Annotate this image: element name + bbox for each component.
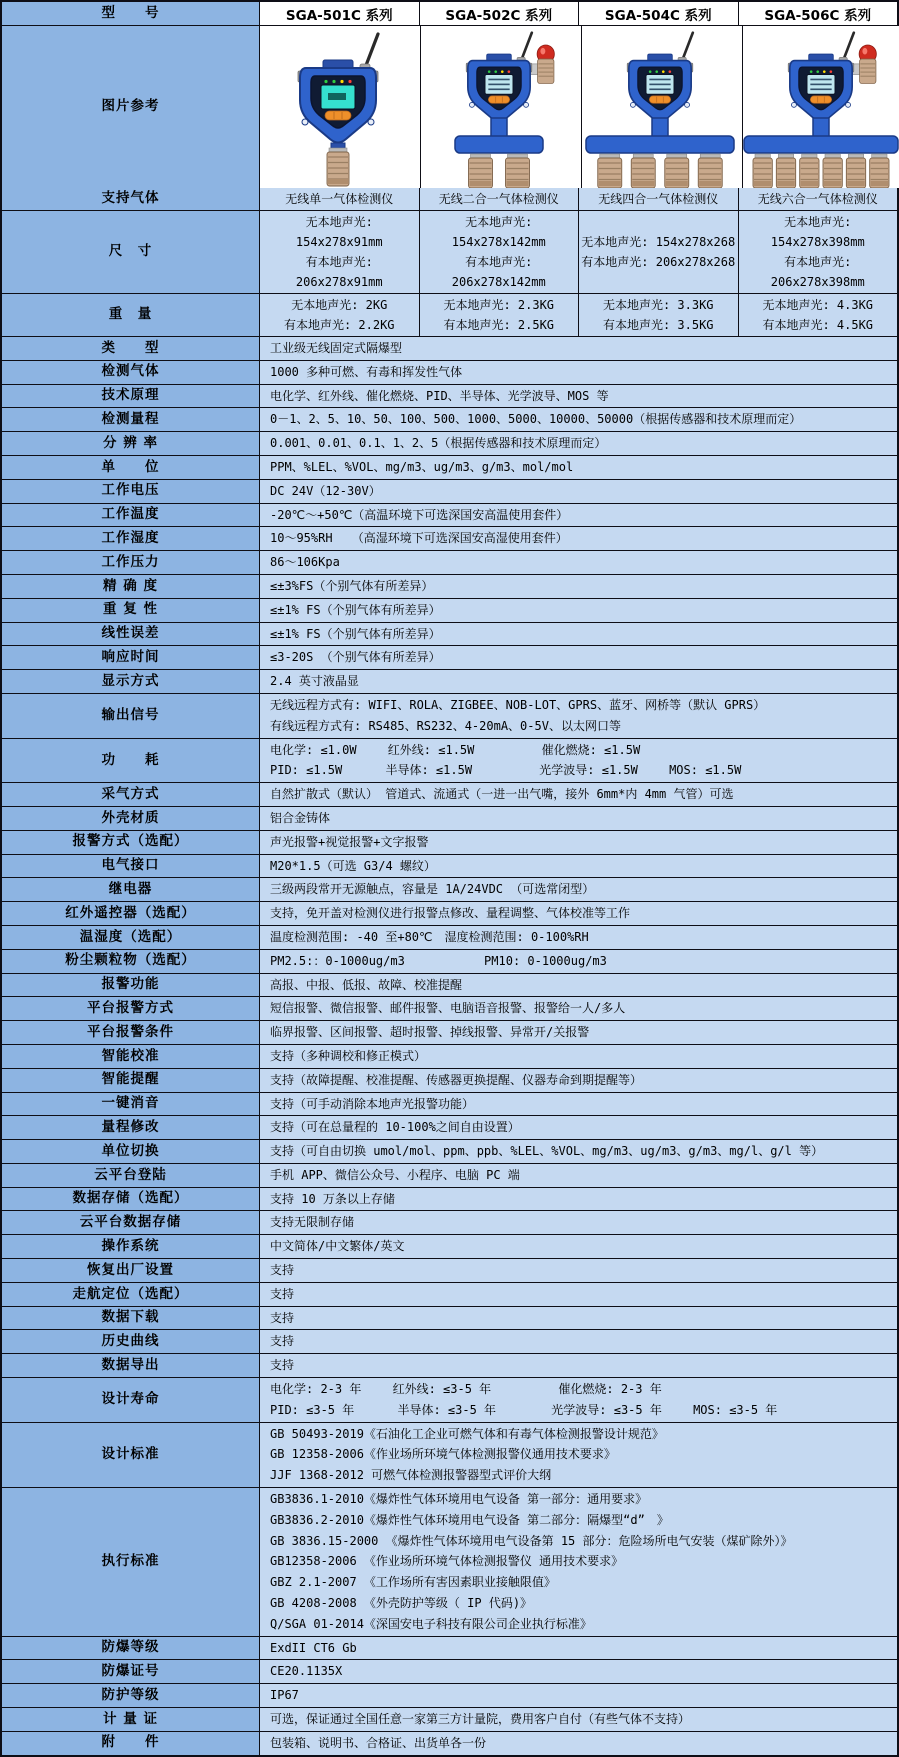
spec-cell xyxy=(739,211,898,293)
row-label: 设计寿命 xyxy=(2,1378,260,1422)
spec-row xyxy=(2,1329,897,1353)
spec-cell xyxy=(260,623,897,646)
spec-cell xyxy=(260,1423,897,1487)
spec-text: 有本地声光: 206x278x91mm xyxy=(295,255,383,289)
spec-text: GBZ 2.1-2007 《工作场所有害因素职业接触限值》 xyxy=(270,1575,556,1590)
row-label: 响应时间 xyxy=(2,646,260,669)
row-label: 报警方式（选配） xyxy=(2,831,260,854)
row-label: 平台报警方式 xyxy=(2,997,260,1020)
spec-text: ≤3-20S （个别气体有所差异） xyxy=(270,650,441,665)
spec-cell xyxy=(260,1021,897,1044)
spec-cell xyxy=(260,1164,897,1187)
spec-text: DC 24V（12-30V） xyxy=(270,483,381,498)
model-header-sga-506c: SGA-506C 系列 xyxy=(739,2,898,25)
spec-cell xyxy=(420,188,580,210)
row-label: 工作湿度 xyxy=(2,527,260,550)
model-row-label: 型 号 xyxy=(2,2,260,25)
spec-text: GB 12358-2006《作业场所环境气体检测报警仪通用技术要求》 xyxy=(270,1447,616,1462)
spec-row xyxy=(2,1258,897,1282)
spec-row xyxy=(2,1020,897,1044)
spec-text: GB3836.1-2010《爆炸性气体环境用电气设备 第一部分：通用要求》 xyxy=(270,1492,648,1507)
spec-cell xyxy=(579,211,739,293)
spec-text: 有本地声光: 206x278x398mm xyxy=(770,255,865,289)
spec-cell xyxy=(260,1116,897,1139)
spec-row xyxy=(2,431,897,455)
spec-row xyxy=(2,877,897,901)
row-label: 粉尘颗粒物（选配） xyxy=(2,950,260,973)
row-label: 重 复 性 xyxy=(2,599,260,622)
row-label: 单位切换 xyxy=(2,1140,260,1163)
spec-row xyxy=(2,360,897,384)
spec-text: ExdII CT6 Gb xyxy=(270,1640,357,1655)
spec-cell xyxy=(420,211,580,293)
spec-text: 无本地声光: 154x278x398mm xyxy=(770,215,865,249)
spec-row xyxy=(2,622,897,646)
spec-cell xyxy=(260,551,897,574)
spec-row xyxy=(2,293,897,336)
spec-cell xyxy=(260,575,897,598)
spec-row xyxy=(2,336,897,360)
spec-text: CE20.1135X xyxy=(270,1664,343,1679)
spec-row xyxy=(2,669,897,693)
spec-row xyxy=(2,782,897,806)
spec-cell xyxy=(260,1211,897,1234)
spec-row xyxy=(2,1683,897,1707)
spec-row xyxy=(2,925,897,949)
spec-cell xyxy=(260,878,897,901)
spec-text: 自然扩散式（默认） 管道式、流通式（一进一出气嘴，接外 6mm*内 4mm 气管）可选 xyxy=(270,787,734,802)
spec-text: PPM、%LEL、%VOL、mg/m3、ug/m3、g/m3、mol/mol xyxy=(270,459,574,474)
spec-row xyxy=(2,830,897,854)
row-label: 红外遥控器（选配） xyxy=(2,902,260,925)
spec-cell xyxy=(260,1188,897,1211)
spec-row xyxy=(2,598,897,622)
spec-row xyxy=(2,526,897,550)
spec-cell xyxy=(260,504,897,527)
row-label: 附 件 xyxy=(2,1732,260,1755)
image-row-label: 图片参考 xyxy=(2,26,260,188)
spec-text: 86～106Kpa xyxy=(270,555,340,570)
spec-row xyxy=(2,1353,897,1377)
row-label: 智能校准 xyxy=(2,1045,260,1068)
spec-row xyxy=(2,738,897,783)
spec-cell xyxy=(260,902,897,925)
spec-text: -20℃～+50℃（高温环境下可选深国安高温使用套件） xyxy=(270,507,569,522)
spec-cell xyxy=(260,1708,897,1731)
row-label: 单 位 xyxy=(2,456,260,479)
spec-text: 有本地声光: 206x278x268 xyxy=(581,255,736,269)
spec-text: M20*1.5（可选 G3/4 螺纹） xyxy=(270,858,436,873)
spec-row xyxy=(2,1306,897,1330)
spec-cell xyxy=(260,1045,897,1068)
spec-cell xyxy=(260,1660,897,1683)
row-label: 类 型 xyxy=(2,337,260,360)
row-label: 防爆证号 xyxy=(2,1660,260,1683)
spec-row xyxy=(2,1187,897,1211)
spec-cell xyxy=(260,831,897,854)
spec-text: 支持（可在总量程的 10-100%之间自由设置） xyxy=(270,1120,520,1135)
spec-cell xyxy=(260,1378,897,1422)
row-columns xyxy=(260,188,897,210)
row-label: 恢复出厂设置 xyxy=(2,1259,260,1282)
row-columns xyxy=(260,294,897,336)
spec-row xyxy=(2,574,897,598)
spec-text: 无本地声光: 154x278x91mm xyxy=(295,215,383,249)
spec-row xyxy=(2,1282,897,1306)
row-label: 执行标准 xyxy=(2,1488,260,1636)
spec-cell xyxy=(260,480,897,503)
spec-text: 支持（多种调校和修正模式） xyxy=(270,1048,427,1063)
row-label: 工作压力 xyxy=(2,551,260,574)
row-label: 历史曲线 xyxy=(2,1330,260,1353)
spec-text: 支持（可自由切换 umol/mol、ppm、ppb、%LEL、%VOL、mg/m3、ug/m3、g/m3、mg/l、g/l 等） xyxy=(270,1144,824,1159)
spec-row xyxy=(2,1422,897,1487)
spec-text: 铝合金铸体 xyxy=(270,810,331,825)
spec-text: 有线远程方式有: RS485、RS232、4-20mA、0-5V、以太网口等 xyxy=(270,718,621,733)
row-label: 防爆等级 xyxy=(2,1637,260,1660)
spec-text: 有本地声光: 3.5KG xyxy=(602,318,714,332)
spec-text: GB 4208-2008 《外壳防护等级（ IP 代码)》 xyxy=(270,1596,533,1611)
row-label: 检测气体 xyxy=(2,361,260,384)
spec-text: 无线二合一气体检测仪 xyxy=(438,192,559,206)
spec-text: 中文简体/中文繁体/英文 xyxy=(270,1239,405,1254)
row-label: 智能提醒 xyxy=(2,1069,260,1092)
spec-text: 支持 xyxy=(270,1334,295,1349)
model-header-sga-504c: SGA-504C 系列 xyxy=(579,2,739,25)
row-label: 操作系统 xyxy=(2,1235,260,1258)
spec-cell xyxy=(260,361,897,384)
spec-text: 0.001、0.01、0.1、1、2、5（根据传感器和技术原理而定） xyxy=(270,436,607,451)
spec-cell xyxy=(579,294,739,336)
spec-row xyxy=(2,1377,897,1422)
spec-text: 无线六合一气体检测仪 xyxy=(757,192,878,206)
spec-cell xyxy=(260,1093,897,1116)
spec-cell xyxy=(260,974,897,997)
row-label: 防护等级 xyxy=(2,1684,260,1707)
spec-text: 无线单一气体检测仪 xyxy=(285,192,394,206)
row-label: 线性误差 xyxy=(2,623,260,646)
spec-cell xyxy=(260,1354,897,1377)
spec-cell xyxy=(260,432,897,455)
spec-cell xyxy=(260,1140,897,1163)
spec-text: IP67 xyxy=(270,1688,299,1703)
spec-row xyxy=(2,1636,897,1660)
row-label: 功 耗 xyxy=(2,739,260,783)
row-label: 检测量程 xyxy=(2,408,260,431)
spec-text: 支持（故障提醒、校准提醒、传感器更换提醒、仪器寿命到期提醒等） xyxy=(270,1072,643,1087)
spec-text: 有本地声光: 2.5KG xyxy=(443,318,555,332)
row-label: 继电器 xyxy=(2,878,260,901)
row-label: 工作温度 xyxy=(2,504,260,527)
spec-cell xyxy=(260,1637,897,1660)
spec-cell xyxy=(260,783,897,806)
row-label: 分 辨 率 xyxy=(2,432,260,455)
row-label: 外壳材质 xyxy=(2,807,260,830)
spec-text: ≤±3%FS（个别气体有所差异） xyxy=(270,578,434,593)
row-label: 平台报警条件 xyxy=(2,1021,260,1044)
row-label: 显示方式 xyxy=(2,670,260,693)
spec-row xyxy=(2,550,897,574)
spec-cell xyxy=(260,1283,897,1306)
device-image-sga-504c xyxy=(582,26,743,188)
spec-cell xyxy=(260,646,897,669)
spec-text: 临界报警、区间报警、超时报警、掉线报警、异常开/关报警 xyxy=(270,1025,590,1040)
spec-text: Q/SGA 01-2014《深国安电子科技有限公司企业执行标准》 xyxy=(270,1616,592,1631)
spec-row xyxy=(2,479,897,503)
spec-rows xyxy=(2,188,897,1755)
spec-text: 无线远程方式有: WIFI、ROLA、ZIGBEE、NOB-LOT、GPRS、蓝牙、网桥等（默认 GPRS） xyxy=(270,697,766,712)
spec-cell xyxy=(579,188,739,210)
table-header-row xyxy=(2,2,897,25)
row-label: 技术原理 xyxy=(2,385,260,408)
spec-cell xyxy=(260,408,897,431)
spec-text: 无本地声光: 2.3KG xyxy=(443,298,555,312)
spec-text: 手机 APP、微信公众号、小程序、电脑 PC 端 xyxy=(270,1167,520,1182)
row-label: 走航定位（选配） xyxy=(2,1283,260,1306)
spec-text: JJF 1368-2012 可燃气体检测报警器型式评价大纲 xyxy=(270,1468,552,1483)
spec-text: 支持 xyxy=(270,1358,295,1373)
spec-row xyxy=(2,1139,897,1163)
spec-text: 声光报警+视觉报警+文字报警 xyxy=(270,834,429,849)
spec-row xyxy=(2,1068,897,1092)
spec-text: 工业级无线固定式隔爆型 xyxy=(270,341,403,355)
spec-cell xyxy=(260,527,897,550)
spec-row xyxy=(2,1487,897,1636)
spec-text: 1000 多种可燃、有毒和挥发性气体 xyxy=(270,364,463,379)
spec-row xyxy=(2,1234,897,1258)
spec-text: GB 50493-2019《石油化工企业可燃气体和有毒气体检测报警设计规范》 xyxy=(270,1426,664,1441)
spec-row xyxy=(2,996,897,1020)
spec-text: 支持 xyxy=(270,1263,295,1278)
row-columns xyxy=(260,211,897,293)
spec-cell xyxy=(260,1488,897,1636)
spec-text: 高报、中报、低报、故障、校准提醒 xyxy=(270,977,463,992)
spec-cell xyxy=(260,739,897,783)
row-label: 电气接口 xyxy=(2,855,260,878)
spec-cell xyxy=(739,188,898,210)
row-label: 报警功能 xyxy=(2,974,260,997)
spec-text: 无线四合一气体检测仪 xyxy=(598,192,719,206)
row-label: 数据下载 xyxy=(2,1307,260,1330)
spec-text: 无本地声光: 4.3KG xyxy=(762,298,874,312)
spec-row xyxy=(2,384,897,408)
spec-text: GB3836.2-2010《爆炸性气体环境用电气设备 第二部分：隔爆型“d” 》 xyxy=(270,1512,669,1527)
spec-row xyxy=(2,806,897,830)
spec-cell xyxy=(260,1330,897,1353)
spec-text: ≤±1% FS（个别气体有所差异） xyxy=(270,602,441,617)
spec-row xyxy=(2,1115,897,1139)
spec-cell xyxy=(260,1732,897,1755)
device-image-sga-506c xyxy=(743,26,899,188)
row-label: 一键消音 xyxy=(2,1093,260,1116)
spec-text: 电化学: ≤1.0W 红外线: ≤1.5W 催化燃烧: ≤1.5W xyxy=(270,742,641,757)
image-reference-row xyxy=(2,25,897,188)
row-label: 云平台登陆 xyxy=(2,1164,260,1187)
row-label: 数据导出 xyxy=(2,1354,260,1377)
spec-row xyxy=(2,1210,897,1234)
spec-row xyxy=(2,693,897,738)
spec-text: 无本地声光: 3.3KG xyxy=(602,298,714,312)
spec-row xyxy=(2,1044,897,1068)
spec-cell xyxy=(260,807,897,830)
spec-row xyxy=(2,407,897,431)
spec-text: 支持，免开盖对检测仪进行报警点修改、量程调整、气体校准等工作 xyxy=(270,906,631,921)
spec-cell xyxy=(260,385,897,408)
row-label: 设计标准 xyxy=(2,1423,260,1487)
spec-text: 支持 10 万条以上存储 xyxy=(270,1191,395,1206)
spec-text: 有本地声光: 4.5KG xyxy=(762,318,874,332)
spec-cell xyxy=(260,211,420,293)
spec-cell xyxy=(420,294,580,336)
spec-text: 无本地声光: 2KG xyxy=(291,298,388,312)
spec-text: 无本地声光: 154x278x268 xyxy=(581,235,736,249)
row-label: 温湿度（选配） xyxy=(2,926,260,949)
spec-text: 短信报警、微信报警、邮件报警、电脑语音报警、报警给一人/多人 xyxy=(270,1001,626,1016)
spec-cell xyxy=(260,1684,897,1707)
spec-cell xyxy=(260,855,897,878)
spec-text: 支持 xyxy=(270,1310,295,1325)
spec-row xyxy=(2,503,897,527)
row-label: 计 量 证 xyxy=(2,1708,260,1731)
spec-row xyxy=(2,854,897,878)
spec-text: 有本地声光: 2.2KG xyxy=(283,318,395,332)
row-label: 精 确 度 xyxy=(2,575,260,598)
spec-text: 三级两段常开无源触点，容量是 1A/24VDC （可选常闭型） xyxy=(270,882,595,897)
spec-cell xyxy=(260,694,897,738)
row-label: 云平台数据存储 xyxy=(2,1211,260,1234)
spec-text: 无本地声光: 154x278x142mm xyxy=(451,215,546,249)
spec-row xyxy=(2,1659,897,1683)
spec-text: ≤±1% FS（个别气体有所差异） xyxy=(270,626,441,641)
spec-cell xyxy=(260,294,420,336)
device-image-sga-502c xyxy=(421,26,582,188)
spec-text: GB 3836.15-2000 《爆炸性气体环境用电气设备第 15 部分：危险场所电气安装（煤矿除外）》 xyxy=(270,1533,793,1548)
row-label: 重 量 xyxy=(2,294,260,336)
spec-row xyxy=(2,901,897,925)
spec-text: PM2.5:：0-1000ug/m3 PM10: 0-1000ug/m3 xyxy=(270,953,607,968)
row-label: 量程修改 xyxy=(2,1116,260,1139)
spec-text: 0－1、2、5、10、50、100、500、1000、5000、10000、50000（根据传感器和技术原理而定） xyxy=(270,412,802,427)
spec-cell xyxy=(260,670,897,693)
row-label: 数据存储（选配） xyxy=(2,1188,260,1211)
spec-text: GB12358-2006 《作业场所环境气体检测报警仪 通用技术要求》 xyxy=(270,1554,624,1569)
spec-cell xyxy=(260,337,897,360)
spec-text: 电化学、红外线、催化燃烧、PID、半导体、光学波导、MOS 等 xyxy=(270,388,609,403)
spec-text: 可选，保证通过全国任意一家第三方计量院，费用客户自付（有些气体不支持） xyxy=(270,1712,691,1727)
spec-row xyxy=(2,949,897,973)
spec-text: PID: ≤1.5W 半导体: ≤1.5W 光学波导: ≤1.5W MOS: ≤1.5W xyxy=(270,763,742,778)
spec-cell xyxy=(260,1259,897,1282)
spec-cell xyxy=(260,456,897,479)
spec-cell xyxy=(260,1069,897,1092)
row-label: 输出信号 xyxy=(2,694,260,738)
spec-text: 支持 xyxy=(270,1286,295,1301)
spec-row xyxy=(2,210,897,293)
device-image-sga-501c xyxy=(260,26,421,188)
spec-text: 2.4 英寸液晶显 xyxy=(270,674,359,689)
spec-cell xyxy=(260,950,897,973)
spec-row xyxy=(2,1163,897,1187)
spec-text: 支持（可手动消除本地声光报警功能） xyxy=(270,1096,475,1111)
spec-row xyxy=(2,645,897,669)
spec-text: 电化学: 2-3 年 红外线: ≤3-5 年 催化燃烧: 2-3 年 xyxy=(270,1382,662,1397)
row-label: 采气方式 xyxy=(2,783,260,806)
spec-row xyxy=(2,188,897,210)
spec-cell xyxy=(260,1235,897,1258)
spec-text: 温度检测范围: -40 至+80℃ 湿度检测范围: 0-100%RH xyxy=(270,929,589,944)
spec-text: PID: ≤3-5 年 半导体: ≤3-5 年 光学波导: ≤3-5 年 MOS: ≤3-5 年 xyxy=(270,1402,778,1417)
model-header-sga-501c: SGA-501C 系列 xyxy=(260,2,420,25)
spec-row xyxy=(2,1731,897,1755)
spec-cell xyxy=(260,997,897,1020)
model-header-sga-502c: SGA-502C 系列 xyxy=(420,2,580,25)
spec-row xyxy=(2,455,897,479)
spec-cell xyxy=(260,188,420,210)
spec-cell xyxy=(260,1307,897,1330)
spec-text: 10～95%RH （高湿环境下可选深国安高湿使用套件） xyxy=(270,531,568,546)
spec-row xyxy=(2,1092,897,1116)
spec-cell xyxy=(260,599,897,622)
spec-cell xyxy=(260,926,897,949)
row-label: 支持气体 xyxy=(2,188,260,210)
spec-cell xyxy=(739,294,898,336)
row-label: 工作电压 xyxy=(2,480,260,503)
spec-text: 支持无限制存储 xyxy=(270,1215,355,1230)
spec-row xyxy=(2,1707,897,1731)
spec-row xyxy=(2,973,897,997)
row-label: 尺 寸 xyxy=(2,211,260,293)
device-images xyxy=(260,26,899,188)
spec-text: 有本地声光: 206x278x142mm xyxy=(451,255,546,289)
spec-text: 包装箱、说明书、合格证、出货单各一份 xyxy=(270,1735,487,1750)
